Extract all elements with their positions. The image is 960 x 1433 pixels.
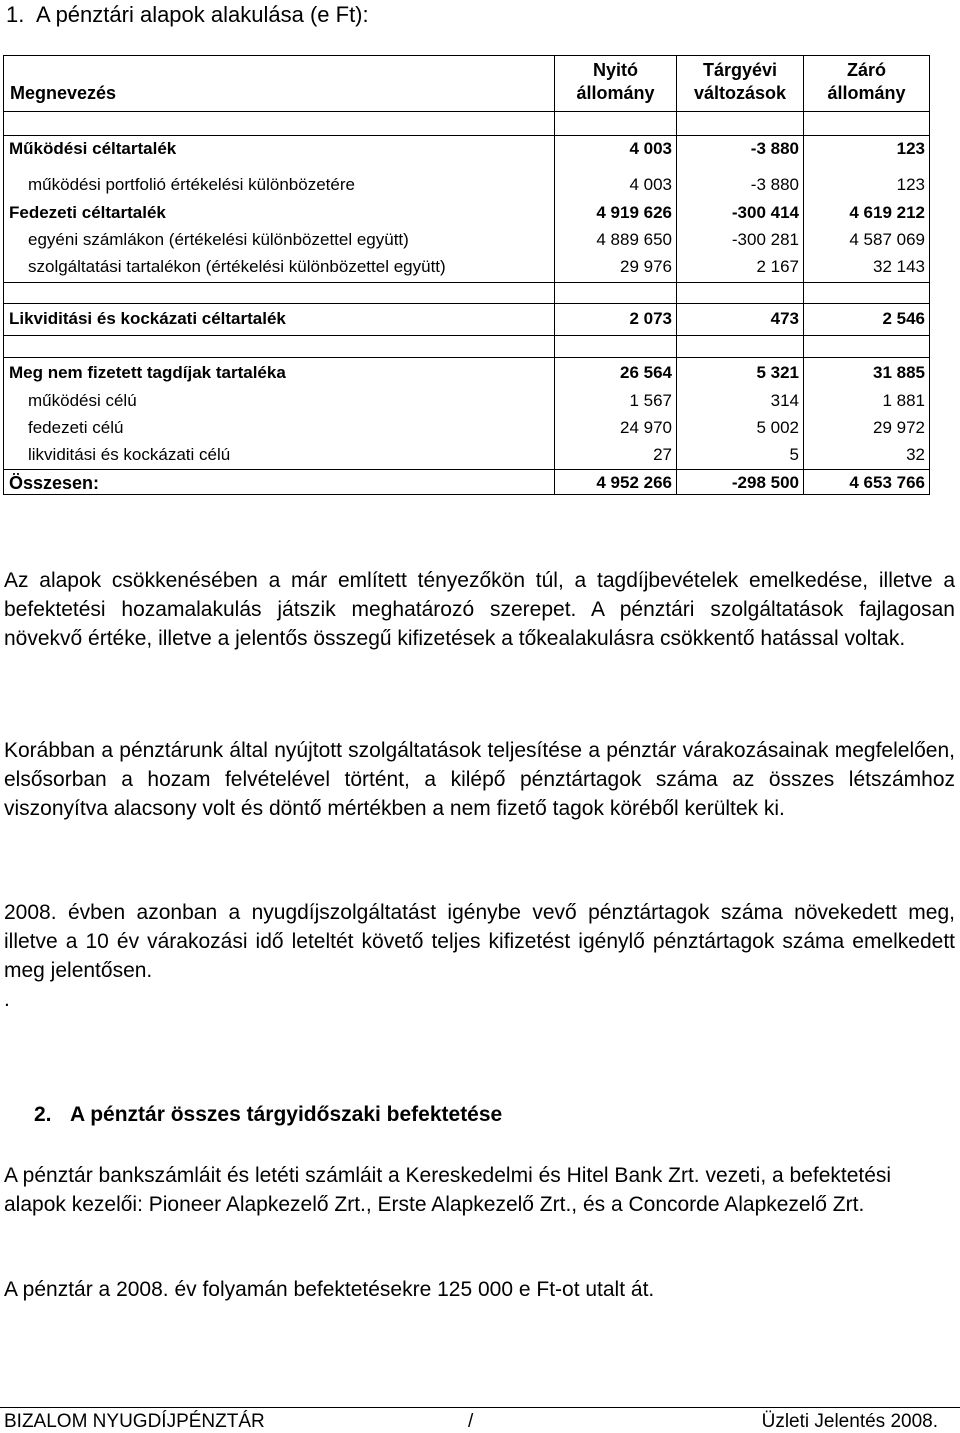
table-row-closing: 32 143 [873, 257, 925, 276]
table-row-closing: 4 587 069 [849, 230, 925, 249]
footer-left: BIZALOM NYUGDÍJPÉNZTÁR [4, 1411, 265, 1432]
table-row-closing: 32 [906, 445, 925, 464]
table-row-closing: 2 546 [882, 309, 925, 328]
table-row-label: Likviditási és kockázati céltartalék [9, 309, 286, 328]
total-opening: 4 952 266 [596, 473, 672, 492]
table-row-opening: 4 919 626 [596, 203, 672, 222]
footer-rule [0, 1407, 960, 1408]
paragraph-5: A pénztár a 2008. év folyamán befektetésekre 125 000 e Ft-ot utalt át. [4, 1278, 655, 1301]
table-row-changes: 5 002 [756, 418, 799, 437]
header-changes-2: változások [693, 83, 787, 103]
table-row-label: egyéni számlákon (értékelési különbözettel együtt) [28, 230, 409, 249]
table-row-opening: 27 [653, 445, 672, 464]
table-row-label: Meg nem fizetett tagdíjak tartaléka [9, 363, 286, 382]
table-row-changes: -3 880 [750, 175, 799, 194]
table-row-label: működési célú [28, 391, 137, 410]
paragraph-dot: . [4, 988, 10, 1011]
table-row-label: likviditási és kockázati célú [28, 445, 231, 464]
section-title: A pénztár összes tárgyidőszaki befektetése [70, 1103, 503, 1126]
table-row-opening: 29 976 [620, 257, 672, 276]
header-opening-2: állomány [576, 83, 655, 103]
table-row-changes: 314 [770, 391, 799, 410]
table-row-closing: 4 619 212 [849, 203, 925, 222]
table-row-opening: 4 003 [629, 139, 672, 158]
paragraph-1: Az alapok csökkenésében a már említett tényezőkön túl, a tagdíjbevételek emelkedése, illetve a befektetési hozamalakulás játszik meghatározó szerepet. A pénztári szolgáltatások fajlagosan növekvő értéke, illetve a jelentős összegű kifizetések a tőkealakulásra csökkentő hatással voltak. [4, 569, 955, 650]
table-row-opening: 24 970 [620, 418, 672, 437]
paragraph-4: A pénztár bankszámláit és letéti számláit a Kereskedelmi és Hitel Bank Zrt. vezeti, a befektetési alapok kezelői: Pioneer Alapkezelő Zrt., Erste Alapkezelő Zrt., és a Concorde Alapkezelő Zrt. [4, 1164, 892, 1216]
footer-separator: / [468, 1411, 474, 1432]
total-closing: 4 653 766 [849, 473, 925, 492]
table-row-opening: 4 889 650 [596, 230, 672, 249]
table-row-changes: 2 167 [756, 257, 799, 276]
table-row-changes: -300 414 [731, 203, 799, 222]
table-row-closing: 1 881 [882, 391, 925, 410]
section-number: 2. [34, 1103, 52, 1126]
total-label: Összesen: [9, 473, 100, 493]
table-row-label: Működési céltartalék [9, 139, 177, 158]
section-number: 1. [6, 2, 25, 27]
section-2-heading [34, 1103, 502, 1127]
footer-right: Üzleti Jelentés 2008. [761, 1411, 938, 1432]
table-row-opening: 4 003 [629, 175, 672, 194]
table-row-opening: 1 567 [629, 391, 672, 410]
table-row-changes: -300 281 [731, 230, 799, 249]
table-row-closing: 123 [896, 175, 925, 194]
table-row-label: szolgáltatási tartalékon (értékelési különbözettel együtt) [28, 257, 446, 276]
paragraph-3: 2008. évben azonban a nyugdíjszolgáltatást igénybe vevő pénztártagok száma növekedett meg, illetve a 10 év várakozási idő leteltét követő teljes kifizetést igénylő pénztártagok száma emelkedett meg jelentősen. [4, 901, 955, 982]
header-opening-1: Nyitó [593, 60, 638, 80]
section-1-heading [6, 2, 369, 28]
table-row-label: fedezeti célú [28, 418, 124, 437]
header-closing-2: állomány [827, 83, 906, 103]
table-row-opening: 2 073 [629, 309, 672, 328]
total-changes: -298 500 [731, 473, 799, 492]
table-row-changes: 5 321 [756, 363, 799, 382]
section-title: A pénztári alapok alakulása (e Ft): [36, 2, 369, 27]
table-row-label: működési portfolió értékelési különbözetére [28, 175, 355, 194]
paragraph-2: Korábban a pénztárunk által nyújtott szolgáltatások teljesítése a pénztár várakozásainak megfelelően, elsősorban a hozam felvételével történt, a kilépő pénztártagok száma az összes létszámhoz viszonyítva alacsony volt és döntő mértékben a nem fizető tagok köréből kerültek ki. [4, 739, 955, 820]
funds-table [3, 55, 930, 495]
table-row-label: Fedezeti céltartalék [9, 203, 166, 222]
table-row-closing: 29 972 [873, 418, 925, 437]
table-row-changes: 473 [770, 309, 799, 328]
table-row-changes: 5 [789, 445, 799, 464]
table-row-closing: 31 885 [873, 363, 925, 382]
header-changes-1: Tárgyévi [702, 60, 778, 80]
table-row-changes: -3 880 [750, 139, 799, 158]
table-row-opening: 26 564 [620, 363, 672, 382]
table-row-closing: 123 [896, 139, 925, 158]
header-closing-1: Záró [846, 60, 886, 80]
header-name: Megnevezés [10, 83, 117, 103]
